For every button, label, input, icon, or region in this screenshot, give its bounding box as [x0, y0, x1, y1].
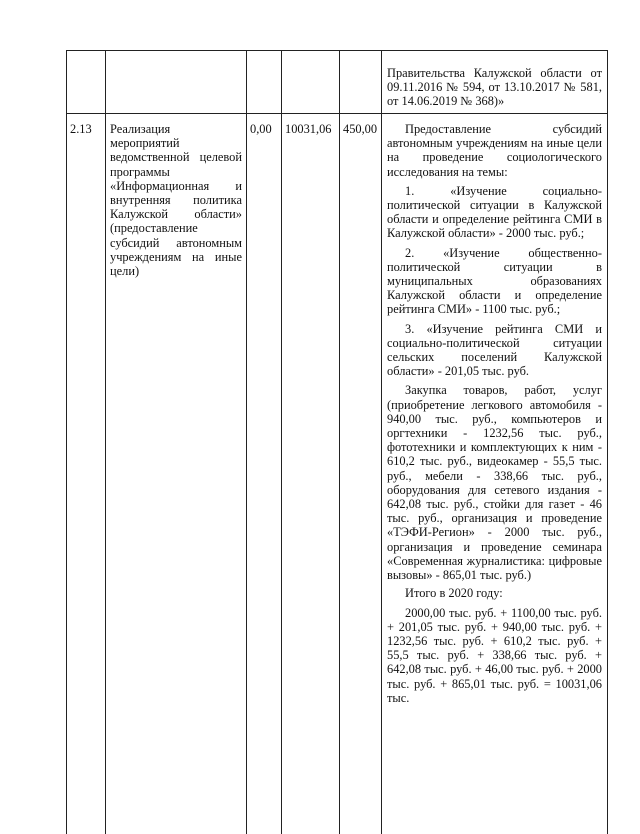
cell-empty	[247, 51, 282, 114]
row-number: 2.13	[67, 114, 105, 136]
measure-name: Реализация мероприятий ведомственной целевой программы «Информационная и внутренняя политика Калужской области» (предоставление субсидий автономным учреждениям на иные цели)	[106, 114, 246, 278]
cell-value-1	[247, 114, 282, 834]
paragraph-item-2: 2. «Изучение общественно-политической ситуации в муниципальных образованиях Калужской области и определение рейтинга СМИ» - 1100 тыс. руб.;	[387, 246, 602, 317]
cell-empty	[340, 51, 382, 114]
paragraph-item-1: 1. «Изучение социально-политической ситуации в Калужской области и определение рейтинга СМИ в Калужской области» - 2000 тыс. руб.;	[387, 184, 602, 241]
cell-value-2	[282, 114, 340, 834]
program-table	[66, 50, 608, 834]
continuation-text: Правительства Калужской области от 09.11.2016 № 594, от 13.10.2017 № 581, от 14.06.2019 № 368)»	[382, 51, 607, 109]
paragraph-subsidies: Предоставление субсидий автономным учреждениям на иные цели на проведение социологического исследования на темы:	[387, 122, 602, 179]
cell-description	[382, 114, 608, 834]
cell-name	[106, 114, 247, 834]
paragraph-purchases: Закупка товаров, работ, услуг (приобретение легкового автомобиля - 940,00 тыс. руб., компьютеров и оргтехники - 1232,56 тыс. руб., фототехники и комплектующих к ним - 610,2 тыс. руб., видеокамер - 55,5 тыс. руб., мебели - 338,66 тыс. руб., оборудования для сетевого издания - 642,08 тыс. руб., стойки для газет - 46 тыс. руб., организация и проведение «ТЭФИ-Регион» - 2000 тыс. руб., организация и проведение семинара «Современная журналистика: цифровые вызовы» - 865,01 тыс. руб.)	[387, 383, 602, 582]
paragraph-item-3: 3. «Изучение рейтинга СМИ и социально-политической ситуации сельских поселений Калужской области» - 201,05 тыс. руб.	[387, 322, 602, 379]
cell-empty	[106, 51, 247, 114]
cell-empty	[67, 51, 106, 114]
description	[382, 114, 607, 705]
total-heading: Итого в 2020 году:	[387, 586, 602, 600]
cell-number	[67, 114, 106, 834]
cell-empty	[282, 51, 340, 114]
total-formula: 2000,00 тыс. руб. + 1100,00 тыс. руб. + 201,05 тыс. руб. + 940,00 тыс. руб. + 1232,56 тыс. руб. + 610,2 тыс. руб. + 55,5 тыс. руб. + 338,66 тыс. руб. + 642,08 тыс. руб. + 46,00 тыс. руб. + 2000 тыс. руб. + 865,01 тыс. руб. = 10031,06 тыс.	[387, 606, 602, 705]
value-1: 0,00	[247, 114, 281, 136]
table-row-continuation	[67, 51, 608, 114]
cell-value-3	[340, 114, 382, 834]
cell-continuation	[382, 51, 608, 114]
table-row-2-13	[67, 114, 608, 834]
value-2: 10031,06	[282, 114, 339, 136]
value-3: 450,00	[340, 114, 381, 136]
